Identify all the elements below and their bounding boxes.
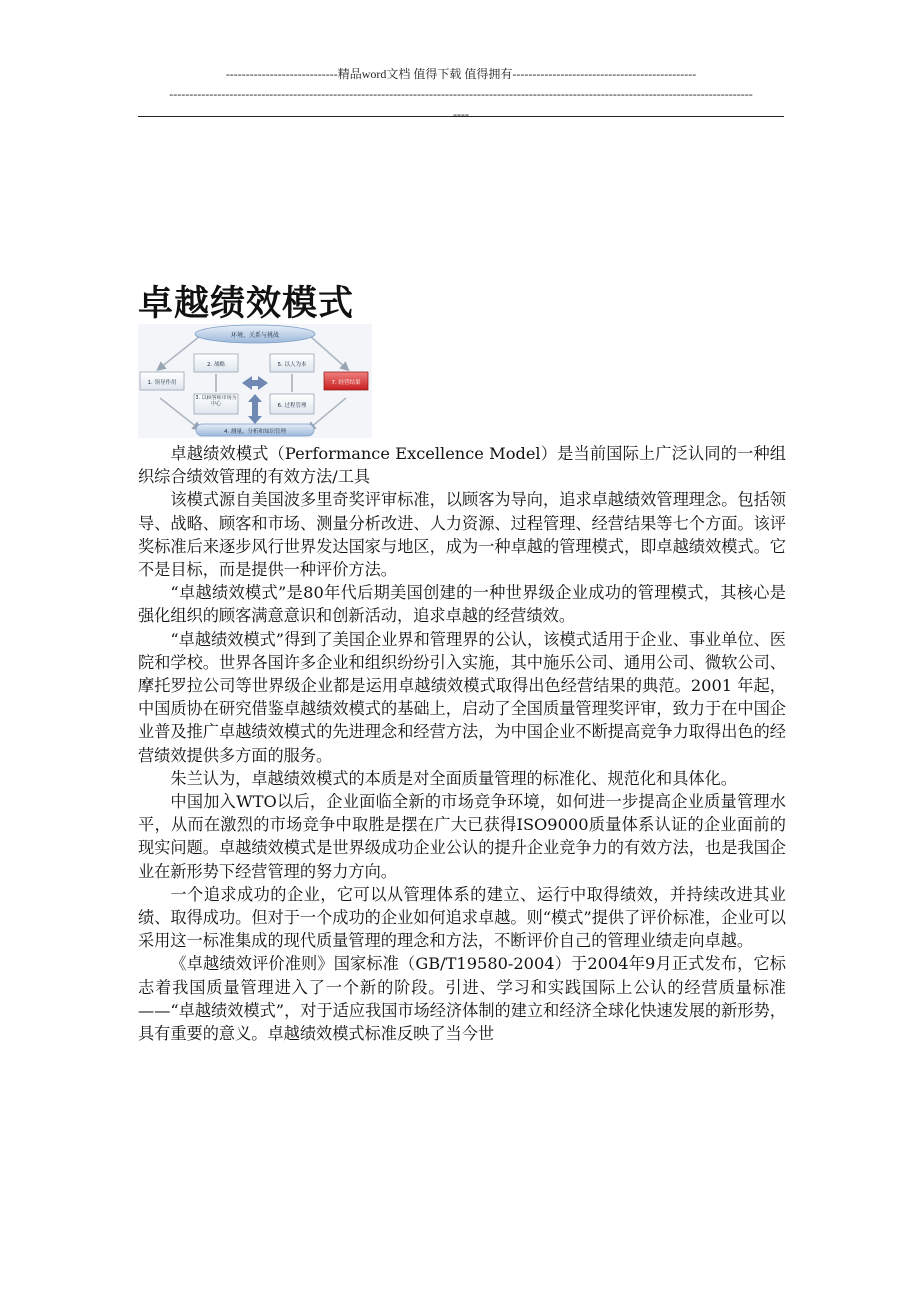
header-line-1: ----------------------------精品word文档 值得下载 值得拥有---------------------------------------------- [225, 67, 697, 81]
paragraph-4: “卓越绩效模式”得到了美国企业界和管理界的公认，该模式适用于企业、事业单位、医院和学校。世界各国许多企业和组织纷纷引入实施，其中施乐公司、通用公司、微软公司、摩托罗拉公司等世界级企业都是运用卓越绩效模式取得出色经营结果的典范。2001 年起，中国质协在研究借鉴卓越绩效模式的基础上，启动了全国质量管理奖评审，致力于在中国企业普及推广卓越绩效模式的先进理念和经营方法，为中国企业不断提高竞争力取得出色的经营绩效提供多方面的服务。 [138, 629, 786, 765]
paragraph-8: 《卓越绩效评价准则》国家标准（GB/T19580-2004）于2004年9月正式发布，它标志着我国质量管理进入了一个新的阶段。引进、学习和实践国际上公认的经营质量标准——“卓越绩效模式”，对于适应我国市场经济体制的建立和经济全球化快速发展的新形势，具有重要的意义。卓越绩效模式标准反映了当今世 [138, 954, 786, 1044]
diagram-box-4-label: 4. 测量、分析和知识管理 [224, 429, 286, 435]
paragraph-2: 该模式源自美国波多里奇奖评审标准，以顾客为导向，追求卓越绩效管理理念。包括领导、战略、顾客和市场、测量分析改进、人力资源、过程管理、经营结果等七个方面。该评奖标准后来逐步风行世界发达国家与地区，成为一种卓越的管理模式，即卓越绩效模式。它不是目标，而是提供一种评价方法。 [138, 490, 786, 580]
header-rule [138, 116, 784, 117]
paragraph-3: “卓越绩效模式”是80年代后期美国创建的一种世界级企业成功的管理模式，其核心是强化组织的顾客满意意识和创新活动，追求卓越的经营绩效。 [138, 583, 786, 626]
performance-excellence-diagram [138, 324, 372, 438]
paragraph-7: 一个追求成功的企业，它可以从管理体系的建立、运行中取得绩效，并持续改进其业绩、取得成功。但对于一个成功的企业如何追求卓越。则“模式”提供了评价标准，企业可以采用这一标准集成的现代质量管理的理念和方法，不断评价自己的管理业绩走向卓越。 [138, 884, 786, 951]
page-title: 卓越绩效模式 [138, 284, 355, 324]
paragraph-6: 中国加入WTO以后，企业面临全新的市场竞争环境，如何进一步提高企业质量管理水平，从而在激烈的市场竞争中取胜是摆在广大已获得ISO9000质量体系认证的企业面前的现实问题。卓越绩效模式是世界级成功企业公认的提升企业竞争力的有效方法，也是我国企业在新形势下经营管理的努力方向。 [138, 792, 786, 881]
diagram-box-2-label: 2. 战略 [207, 362, 225, 368]
diagram-box-7-label: 7. 经营结果 [331, 380, 361, 386]
header-line-2: -------------------------------------------------------------------------------------------------------------------------------------------------- [169, 87, 753, 101]
paragraph-5: 朱兰认为，卓越绩效模式的本质是对全面质量管理的标准化、规范化和具体化。 [170, 768, 737, 788]
paragraph-1: 卓越绩效模式（Performance Excellence Model）是当前国际上广泛认同的一种组织综合绩效管理的有效方法/工具 [138, 444, 786, 487]
article-body [138, 442, 786, 1045]
diagram-top-label: 环境、关系与挑战 [230, 332, 280, 339]
page-header [138, 64, 784, 124]
header-line-3: ---- [453, 107, 469, 121]
diagram-box-5-label: 5. 以人为本 [277, 362, 307, 368]
diagram-box-3-label: 3. 以顾客和市场为中心 [195, 395, 237, 407]
diagram-box-1-label: 1. 领导作用 [147, 380, 177, 386]
diagram-box-6-label: 6. 过程管理 [277, 403, 307, 409]
